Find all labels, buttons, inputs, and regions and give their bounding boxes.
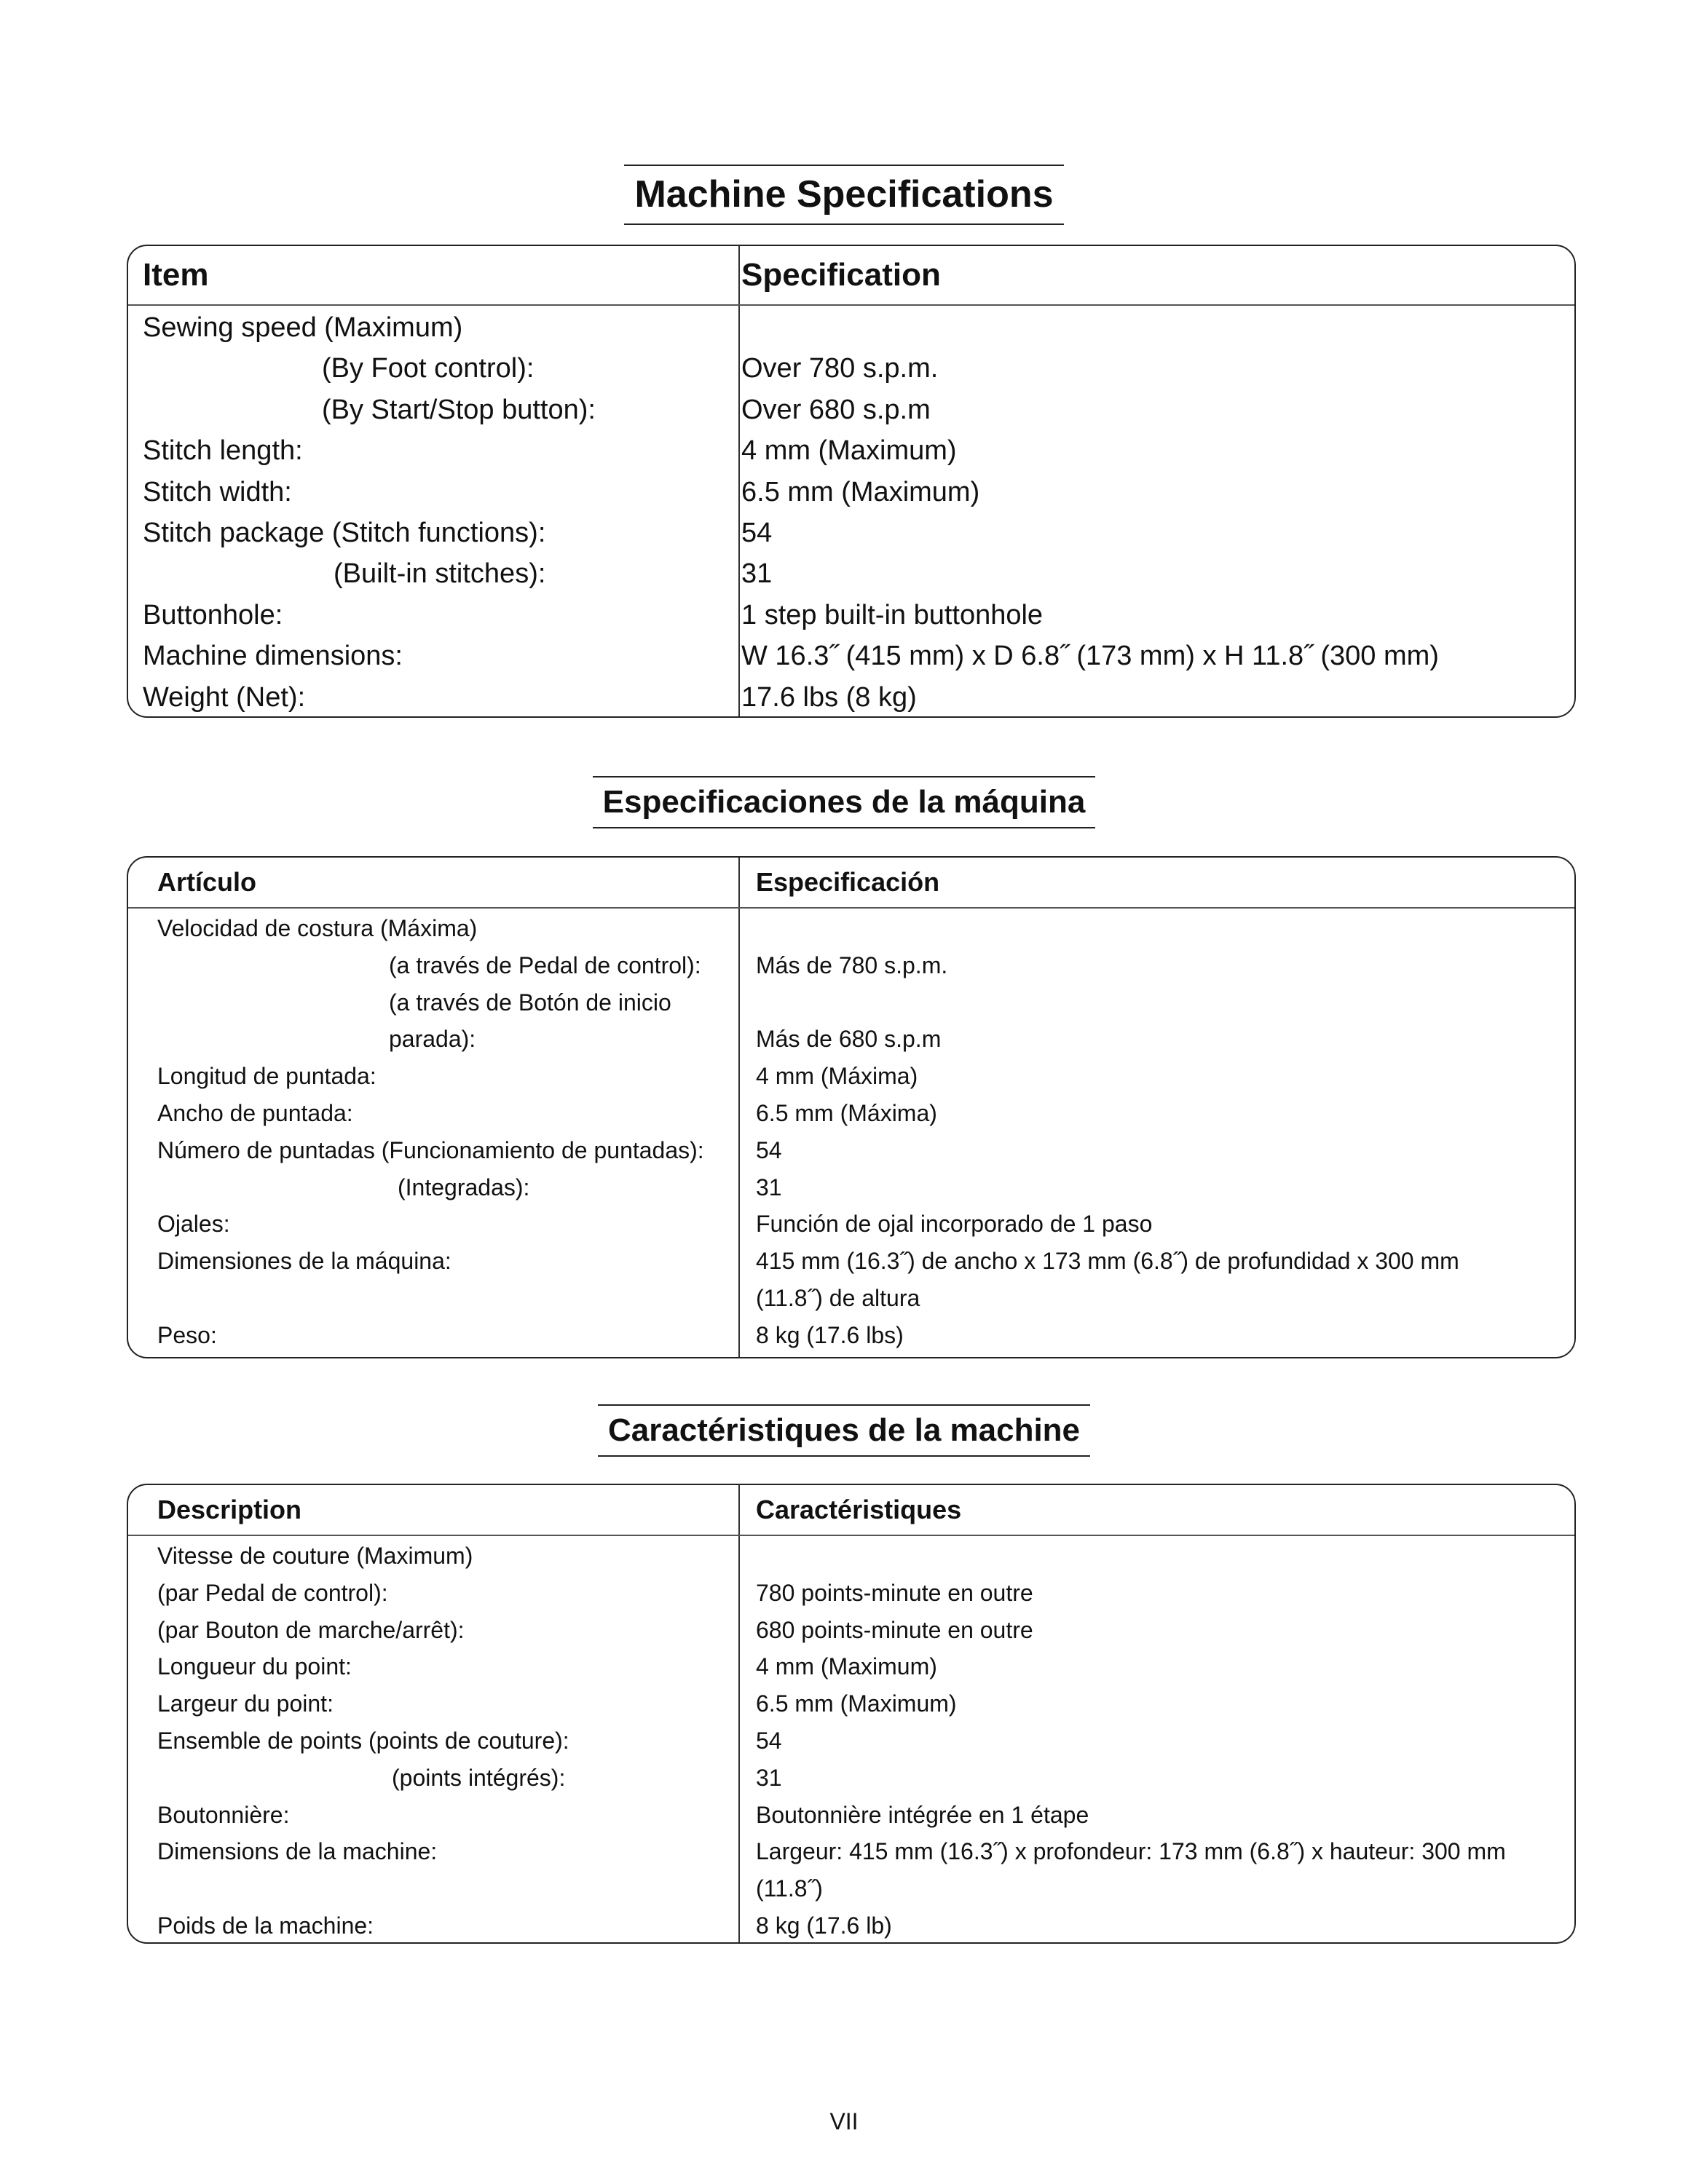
row-spec: Más de 680 s.p.m	[756, 1026, 942, 1053]
header-item: Description	[157, 1495, 302, 1524]
section-title-wrap	[0, 776, 1688, 828]
row-spec: Boutonnière intégrée en 1 étape	[756, 1801, 1089, 1828]
row-spec: 4 mm (Maximum)	[756, 1653, 937, 1680]
table-header	[128, 246, 1574, 306]
row-spec: W 16.3˝ (415 mm) x D 6.8˝ (173 mm) x H 11.8˝ (300 mm)	[741, 641, 1439, 672]
row-item: Ensemble de points (points de couture):	[157, 1728, 569, 1754]
row-spec: 31	[756, 1764, 782, 1791]
row-item: Sewing speed (Maximum)	[143, 312, 463, 343]
row-spec: 4 mm (Máxima)	[756, 1063, 918, 1090]
row-item: Buttonhole:	[143, 599, 283, 630]
header-spec: Especificación	[756, 867, 940, 897]
table-header	[128, 1485, 1574, 1536]
row-item: Stitch width:	[143, 476, 292, 507]
table-header	[128, 858, 1574, 909]
row-item: (par Pedal de control):	[157, 1579, 388, 1606]
row-spec: 780 points-minute en outre	[756, 1579, 1033, 1606]
spec-table	[127, 245, 1576, 718]
row-item: Longueur du point:	[157, 1653, 352, 1680]
row-spec: 4 mm (Maximum)	[741, 435, 957, 467]
row-item: Dimensiones de la máquina:	[157, 1248, 451, 1275]
row-spec: Función de ojal incorporado de 1 paso	[756, 1211, 1153, 1238]
row-spec: (11.8˝) de altura	[756, 1285, 920, 1311]
row-item: Stitch package (Stitch functions):	[143, 518, 546, 548]
row-item: Velocidad de costura (Máxima)	[157, 915, 478, 941]
spec-table	[127, 1484, 1576, 1944]
row-spec: 6.5 mm (Maximum)	[741, 476, 980, 507]
row-item: (points intégrés):	[392, 1764, 566, 1791]
row-spec: 54	[741, 518, 773, 548]
row-item: (Built-in stitches):	[334, 558, 546, 590]
column-divider	[738, 858, 740, 1357]
section-title-wrap	[0, 165, 1688, 225]
row-item: Peso:	[157, 1321, 217, 1348]
row-spec: 31	[741, 558, 773, 590]
row-spec: 8 kg (17.6 lb)	[756, 1912, 892, 1939]
row-spec: 680 points-minute en outre	[756, 1616, 1033, 1643]
row-spec: Más de 780 s.p.m.	[756, 951, 948, 978]
row-spec: 8 kg (17.6 lbs)	[756, 1321, 904, 1348]
row-item: Longitud de puntada:	[157, 1063, 376, 1090]
column-divider	[738, 246, 740, 716]
row-item: (a través de Botón de inicio	[389, 989, 671, 1016]
column-divider	[738, 1485, 740, 1942]
section-title: Especificaciones de la máquina	[593, 776, 1096, 828]
row-item: Vitesse de couture (Maximum)	[157, 1543, 473, 1569]
row-item: (a través de Pedal de control):	[389, 951, 701, 978]
header-spec: Caractéristiques	[756, 1495, 962, 1524]
row-item: Largeur du point:	[157, 1690, 334, 1717]
row-item: Ancho de puntada:	[157, 1100, 353, 1126]
row-spec: 415 mm (16.3˝) de ancho x 173 mm (6.8˝) de profundidad x 300 mm	[756, 1248, 1459, 1275]
row-item: Ojales:	[157, 1211, 230, 1238]
section-title: Machine Specifications	[624, 165, 1063, 225]
row-spec: 6.5 mm (Maximum)	[756, 1690, 957, 1717]
row-spec: Over 680 s.p.m	[741, 394, 931, 425]
header-spec: Specification	[741, 257, 941, 293]
page-number: VII	[829, 2108, 859, 2134]
section-title-wrap	[0, 1404, 1688, 1457]
row-spec: 54	[756, 1136, 782, 1163]
row-item: (Integradas):	[398, 1174, 530, 1200]
row-spec: Largeur: 415 mm (16.3˝) x profondeur: 173 mm (6.8˝) x hauteur: 300 mm	[756, 1838, 1506, 1865]
row-item: Weight (Net):	[143, 681, 306, 713]
row-item: Machine dimensions:	[143, 641, 403, 672]
row-item: (par Bouton de marche/arrêt):	[157, 1616, 465, 1643]
row-item: Poids de la machine:	[157, 1912, 374, 1939]
header-item: Item	[143, 257, 209, 293]
row-spec: 6.5 mm (Máxima)	[756, 1100, 937, 1126]
row-item: Número de puntadas (Funcionamiento de puntadas):	[157, 1136, 704, 1163]
section-title: Caractéristiques de la machine	[598, 1404, 1090, 1457]
header-item: Artículo	[157, 867, 257, 897]
row-item: Stitch length:	[143, 435, 303, 467]
row-item: parada):	[389, 1026, 476, 1053]
row-item: (By Foot control):	[322, 353, 535, 384]
row-spec: 1 step built-in buttonhole	[741, 599, 1044, 630]
row-spec: 17.6 lbs (8 kg)	[741, 681, 917, 713]
row-item: (By Start/Stop button):	[322, 394, 596, 425]
row-spec: Over 780 s.p.m.	[741, 353, 939, 384]
row-spec: 31	[756, 1174, 782, 1200]
row-item: Dimensions de la machine:	[157, 1838, 438, 1865]
row-spec: (11.8˝)	[756, 1875, 823, 1902]
row-item: Boutonnière:	[157, 1801, 290, 1828]
row-spec: 54	[756, 1728, 782, 1754]
spec-table	[127, 856, 1576, 1358]
